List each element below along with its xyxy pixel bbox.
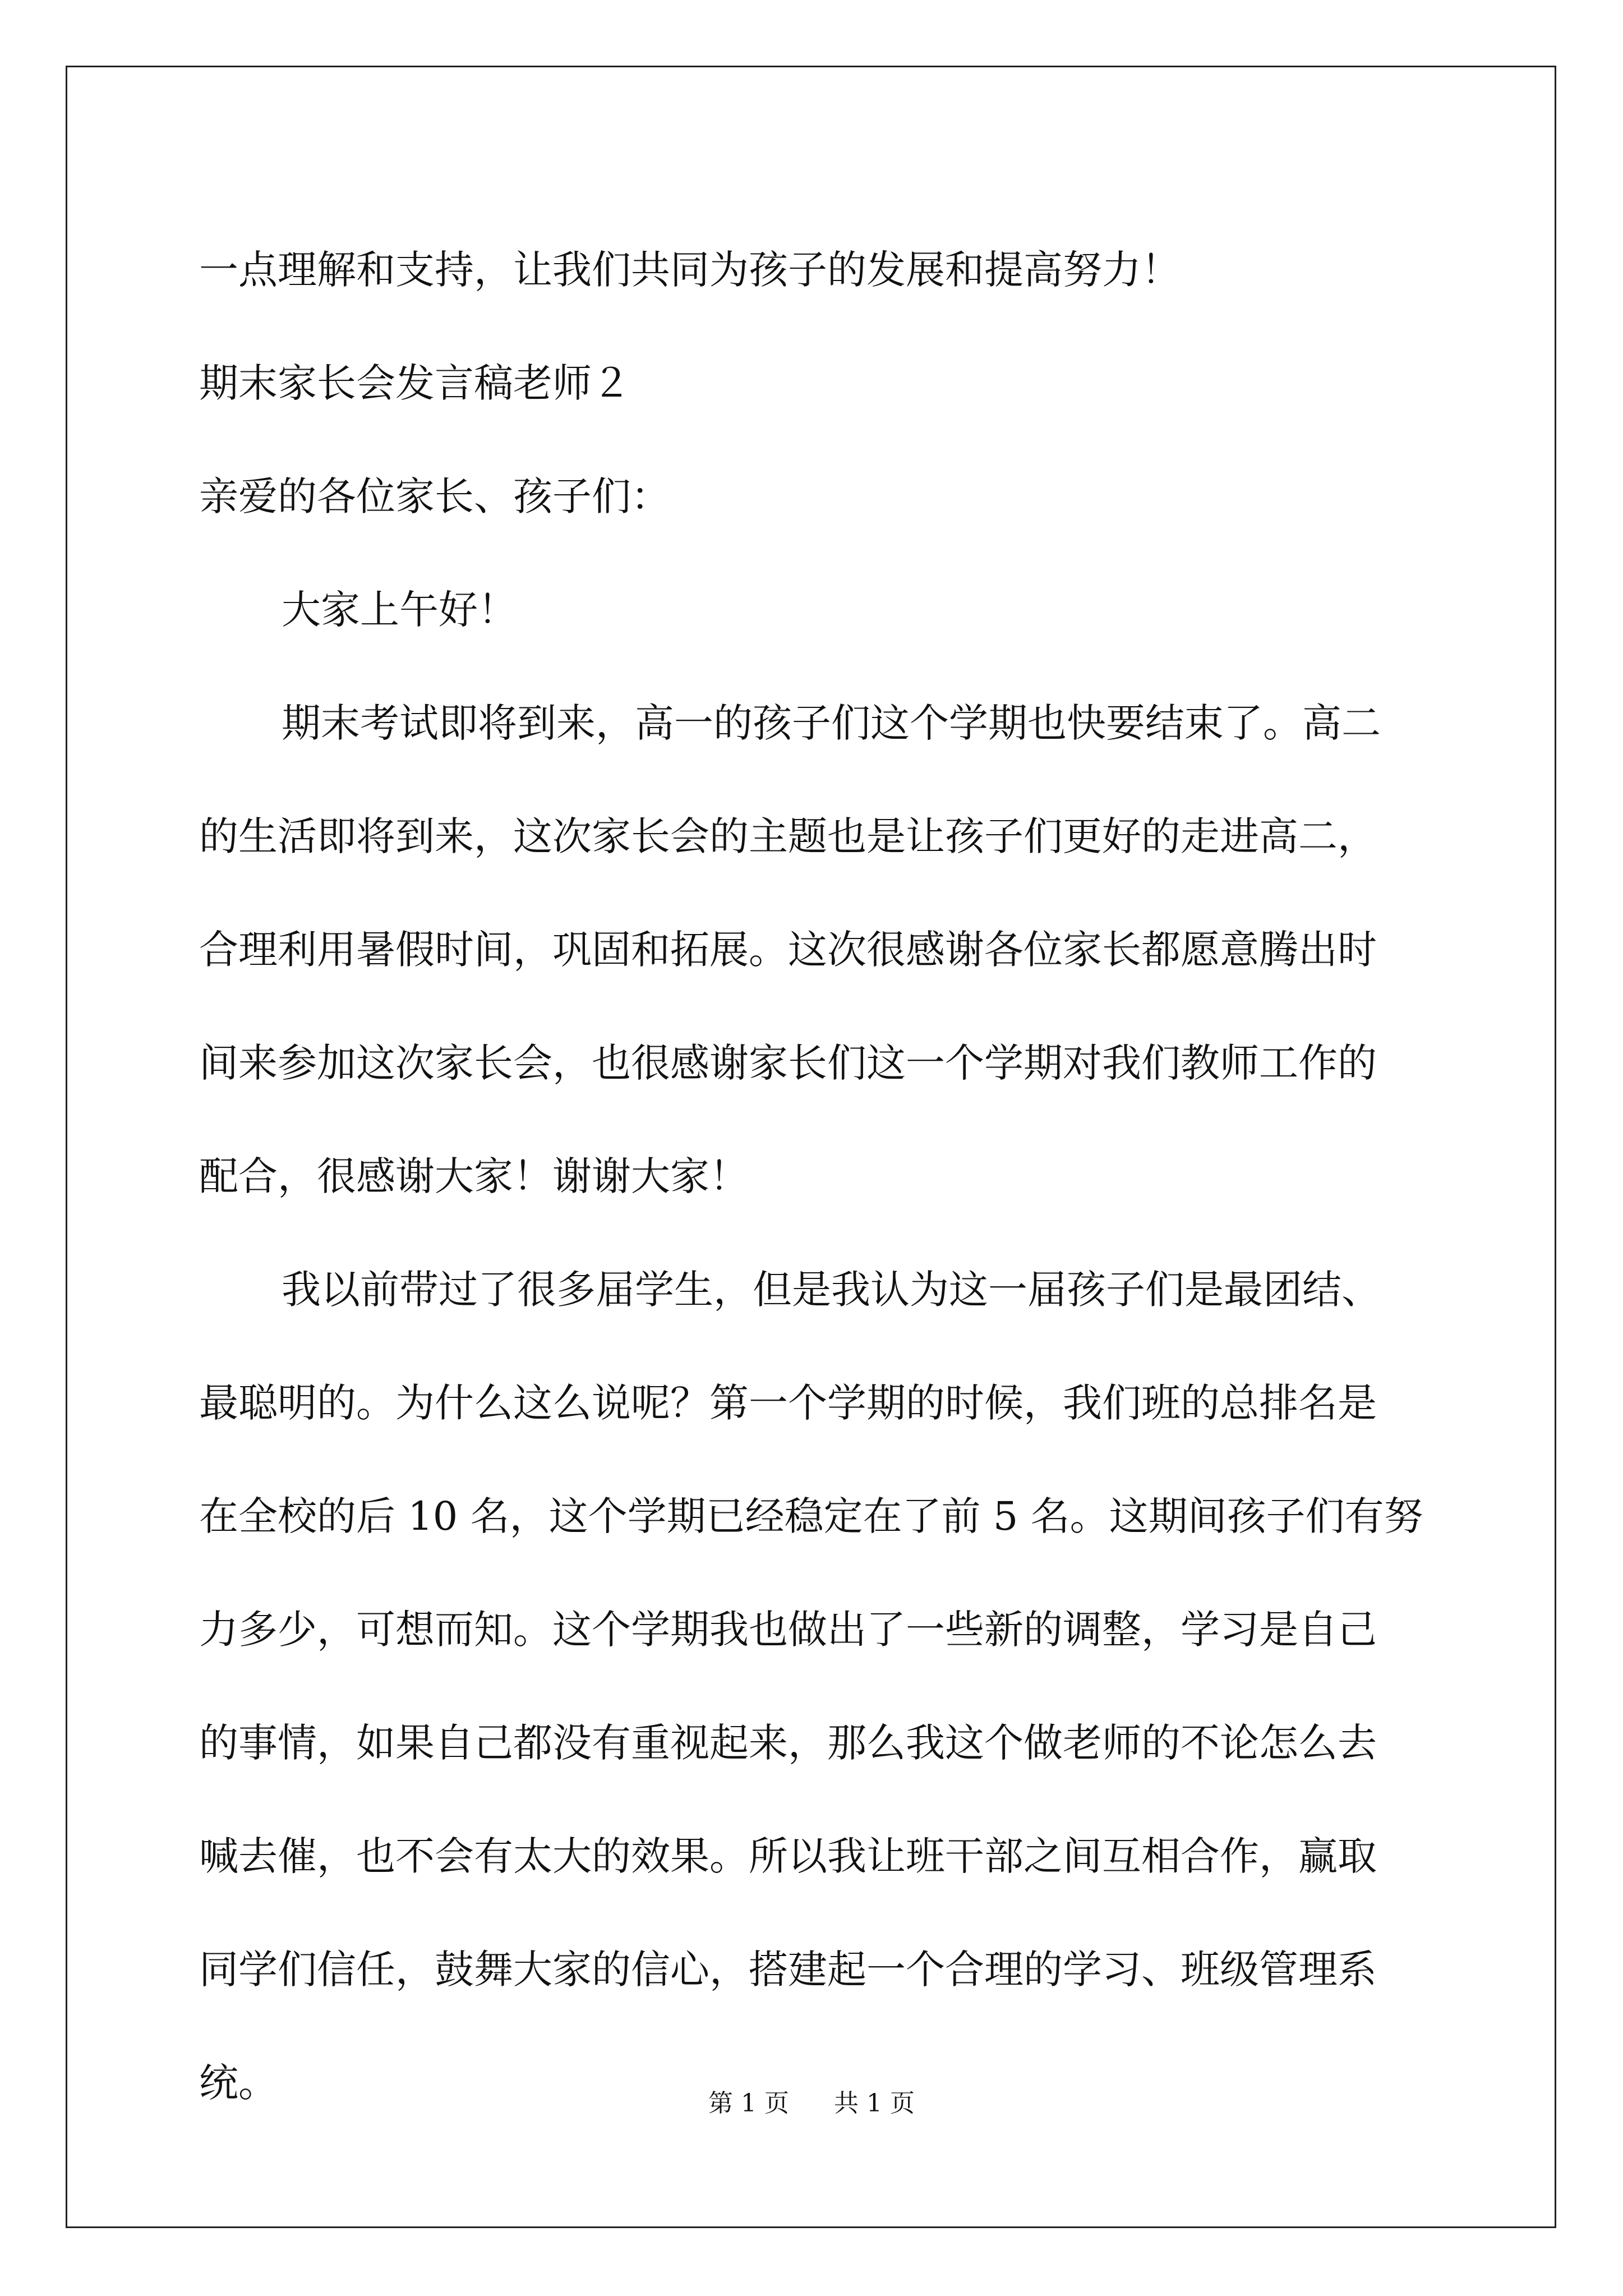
page-number: 第 1 页 bbox=[708, 2089, 789, 2118]
text-line: 间来参加这次家长会，也很感谢家长们这一个学期对我们教师工作的 bbox=[199, 1040, 1377, 1086]
text-line: 喊去催，也不会有太大的效果。所以我让班干部之间互相合作，赢取 bbox=[199, 1833, 1377, 1879]
salutation: 亲爱的各位家长、孩子们： bbox=[199, 473, 670, 519]
text-line: 力多少，可想而知。这个学期我也做出了一些新的调整，学习是自己 bbox=[199, 1607, 1377, 1653]
text-line: 的生活即将到来，这次家长会的主题也是让孩子们更好的走进高二， bbox=[199, 813, 1377, 859]
page-footer bbox=[0, 2087, 1623, 2120]
page-total: 共 1 页 bbox=[834, 2089, 915, 2118]
document-body bbox=[199, 213, 1422, 2139]
text-line: 配合，很感谢大家！谢谢大家！ bbox=[199, 1153, 749, 1199]
text-line: 一点理解和支持，让我们共同为孩子的发展和提高努力！ bbox=[199, 247, 1181, 293]
text-line: 的事情，如果自己都没有重视起来，那么我这个做老师的不论怎么去 bbox=[199, 1720, 1377, 1766]
text-line: 最聪明的。为什么这么说呢？第一个学期的时候，我们班的总排名是 bbox=[199, 1380, 1377, 1426]
section-heading: 期末家长会发言稿老师２ bbox=[199, 360, 631, 406]
text-line: 我以前带过了很多届学生，但是我认为这一届孩子们是最团结、 bbox=[282, 1267, 1381, 1313]
text-line: 期末考试即将到来，高一的孩子们这个学期也快要结束了。高二 bbox=[282, 700, 1381, 746]
greeting: 大家上午好！ bbox=[282, 587, 517, 633]
text-line: 在全校的后 10 名，这个学期已经稳定在了前 5 名。这期间孩子们有努 bbox=[199, 1493, 1423, 1539]
text-line: 同学们信任，鼓舞大家的信心，搭建起一个合理的学习、班级管理系 bbox=[199, 1947, 1377, 1993]
text-line: 合理利用暑假时间，巩固和拓展。这次很感谢各位家长都愿意腾出时 bbox=[199, 927, 1377, 973]
text-line: 统。 bbox=[199, 2060, 278, 2106]
